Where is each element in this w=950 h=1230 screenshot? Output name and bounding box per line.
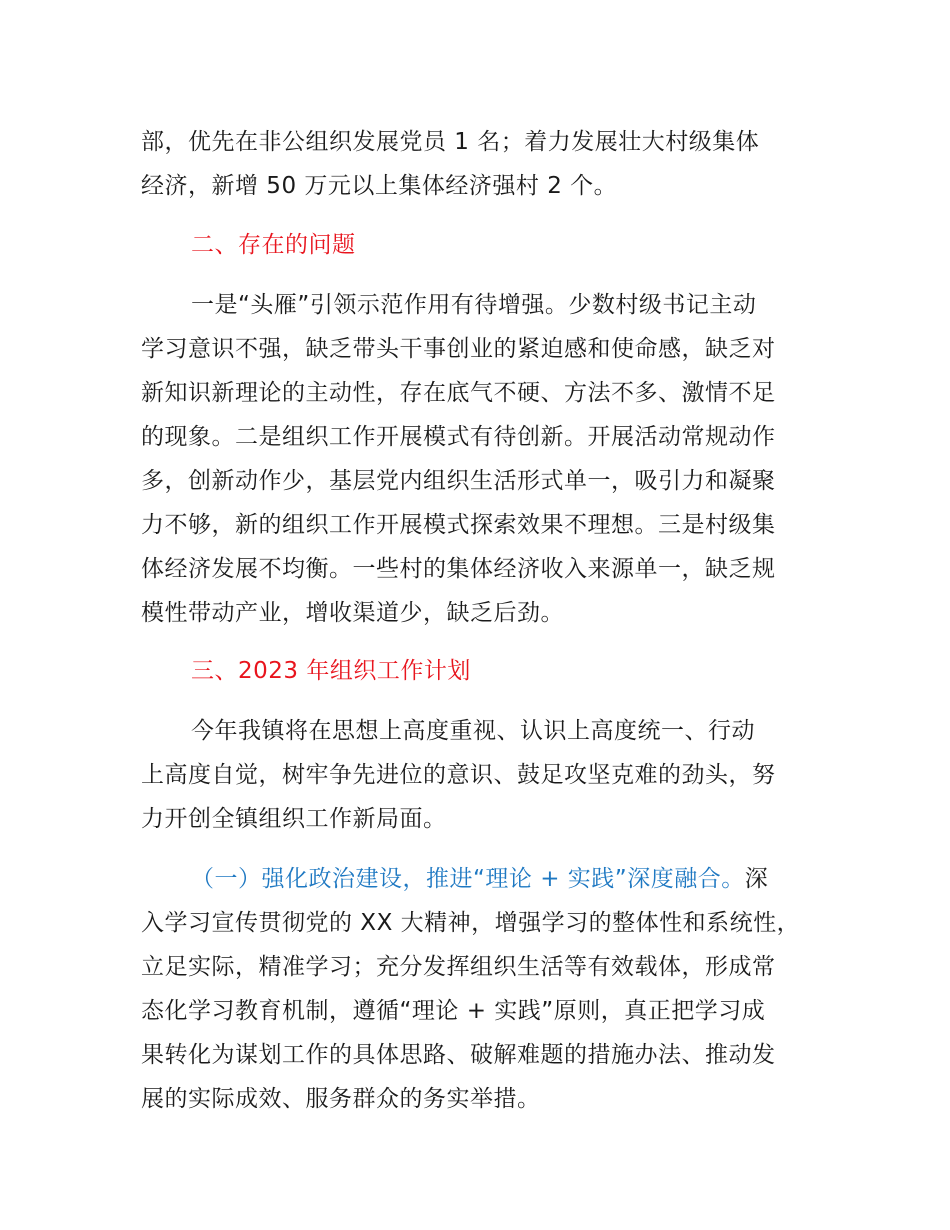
body-text-line: 立足实际，精准学习；充分发挥组织生活等有效载体，形成常 (141, 954, 776, 980)
body-text-line: 多，创新动作少，基层党内组织生活形式单一，吸引力和凝聚 (141, 468, 776, 494)
body-text-line: 力不够，新的组织工作开展模式探索效果不理想。三是村级集 (141, 512, 776, 538)
subsection-heading: （一）强化政治建设，推进“理论 + 实践”深度融合。 (191, 866, 745, 892)
body-text-line: 态化学习教育机制，遵循“理论 + 实践”原则，真正把学习成 (141, 998, 766, 1024)
body-text-line: 力开创全镇组织工作新局面。 (141, 806, 447, 832)
body-text-line: 学习意识不强，缺乏带头干事创业的紧迫感和使命感，缺乏对 (141, 336, 776, 362)
body-text-line: 体经济发展不均衡。一些村的集体经济收入来源单一，缺乏规 (141, 556, 776, 582)
subsection-line (191, 864, 768, 894)
body-text-line: 入学习宣传贯彻党的 XX 大精神，增强学习的整体性和系统性， (141, 910, 801, 936)
body-text-line: 今年我镇将在思想上高度重视、认识上高度统一、行动 (191, 718, 755, 744)
body-text-line: 模性带动产业，增收渠道少，缺乏后劲。 (141, 600, 564, 626)
body-text-line: 一是“头雁”引领示范作用有待增强。少数村级书记主动 (191, 292, 757, 318)
body-text-fragment: 深 (744, 866, 769, 892)
body-text-line: 的现象。二是组织工作开展模式有待创新。开展活动常规动作 (141, 424, 776, 450)
body-text-line: 展的实际成效、服务群众的务实举措。 (141, 1086, 541, 1112)
body-text-line: 部，优先在非公组织发展党员 1 名；着力发展壮大村级集体 (141, 129, 760, 155)
body-text-line: 新知识新理论的主动性，存在底气不硬、方法不多、激情不足 (141, 380, 776, 406)
body-text-line: 果转化为谋划工作的具体思路、破解难题的措施办法、推动发 (141, 1042, 776, 1068)
section-heading-problems: 二、存在的问题 (191, 232, 356, 258)
body-text-line: 上高度自觉，树牢争先进位的意识、鼓足攻坚克难的劲头，努 (141, 762, 776, 788)
body-text-line: 经济，新增 50 万元以上集体经济强村 2 个。 (141, 173, 618, 199)
section-heading-plan: 三、2023 年组织工作计划 (191, 658, 471, 684)
